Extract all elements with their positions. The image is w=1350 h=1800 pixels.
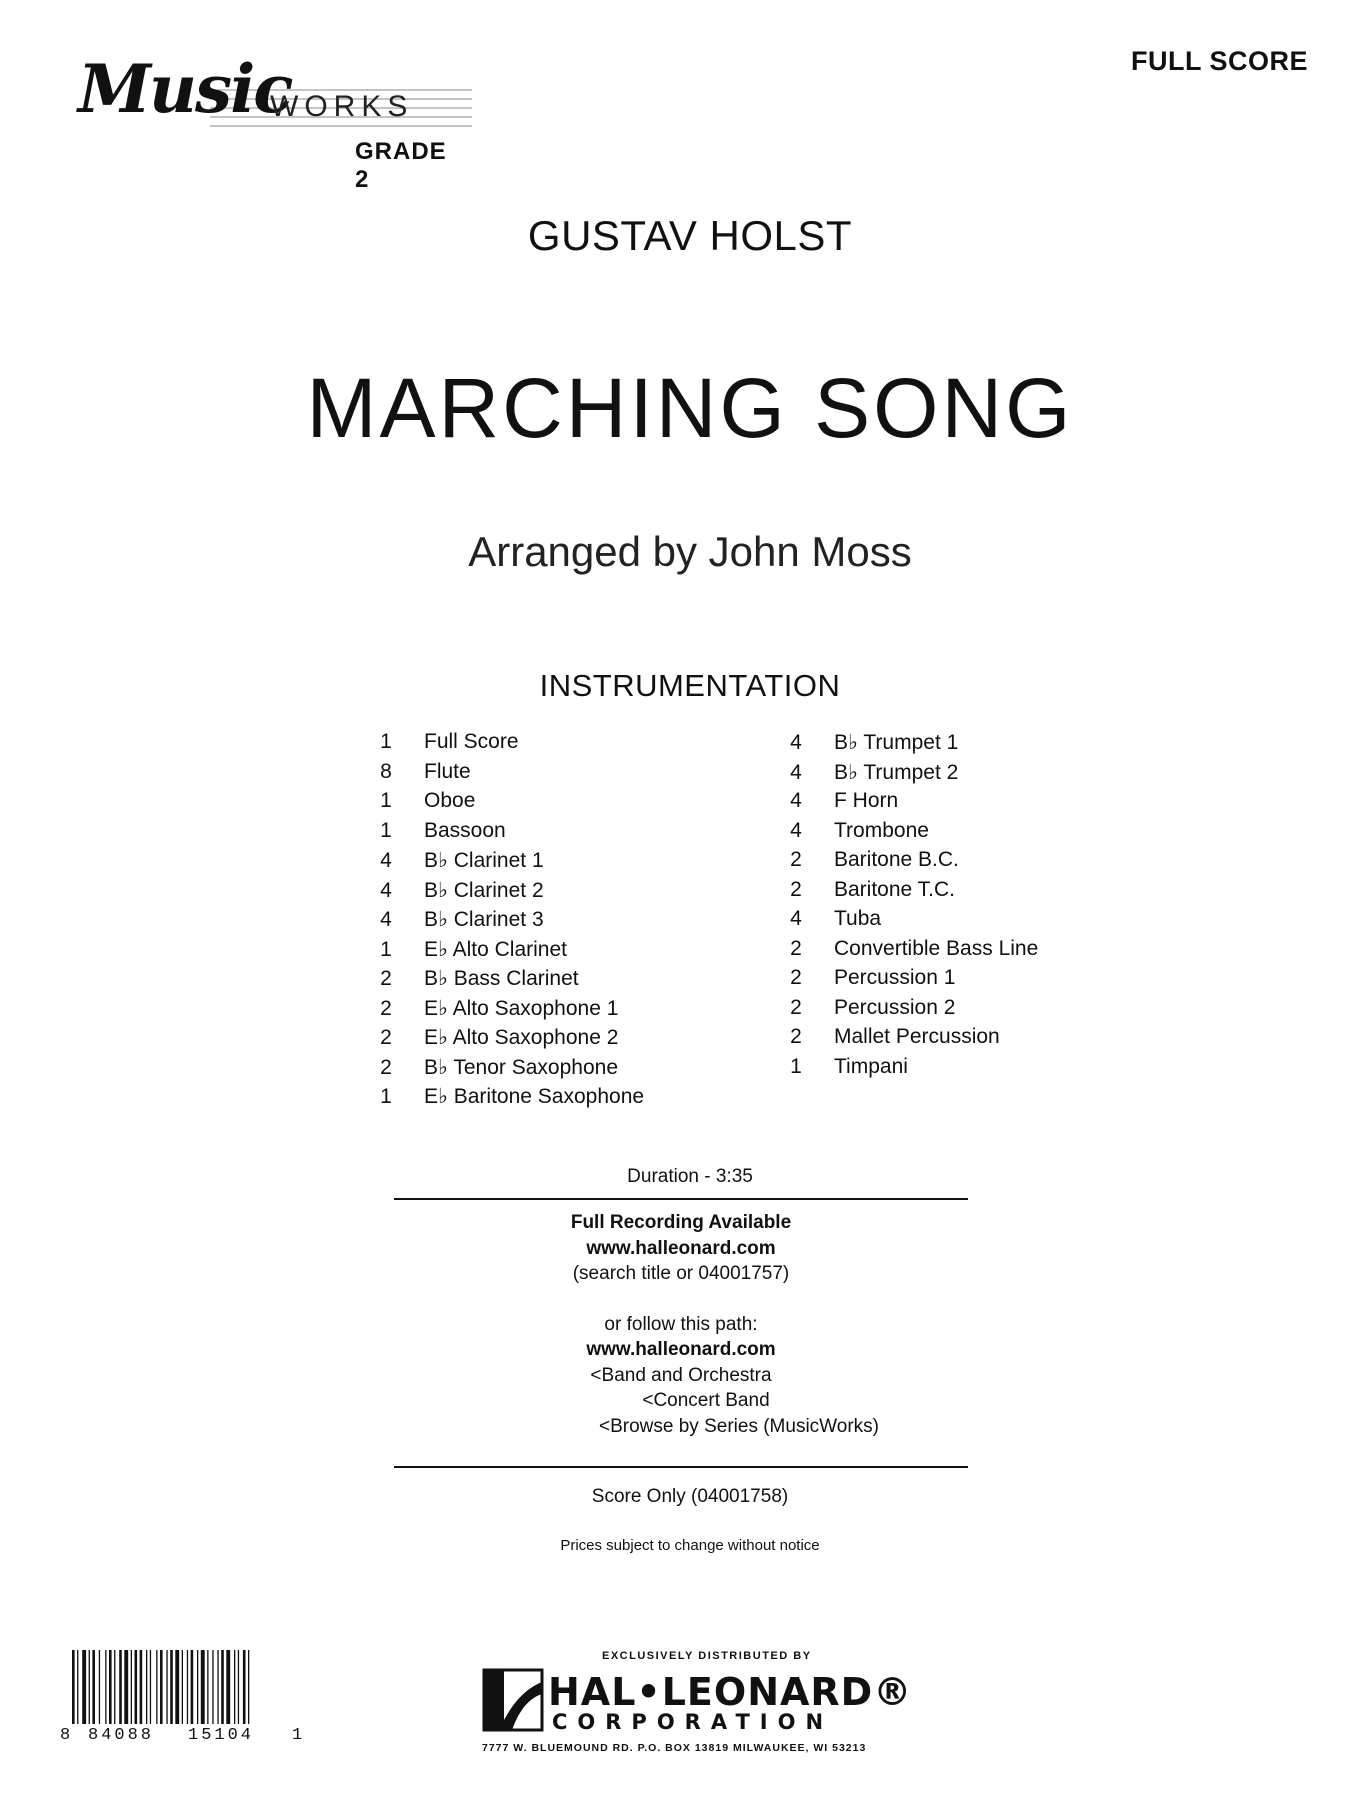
barcode-group-1: 84088 <box>88 1726 155 1745</box>
prices-notice: Prices subject to change without notice <box>560 1537 820 1554</box>
path-step-3: <Browse by Series (MusicWorks) <box>599 1415 879 1437</box>
instrument-right-row <box>770 730 1038 760</box>
full-score-label: FULL SCORE <box>1130 46 1308 76</box>
instrument-quantity: 2 <box>380 996 392 1020</box>
instrument-quantity: 4 <box>380 878 392 902</box>
instrument-quantity: 4 <box>380 908 392 931</box>
instrument-name: Tuba <box>834 907 882 930</box>
instrument-quantity: 4 <box>790 907 802 930</box>
instrument-quantity: 8 <box>380 759 392 783</box>
hal-leonard-name: HAL•LEONARD® <box>548 1670 913 1714</box>
instrument-right-row <box>770 848 1038 878</box>
instrument-quantity: 1 <box>790 1054 802 1078</box>
search-hint: (search title or 04001757) <box>572 1263 790 1284</box>
instrument-name: E♭ Baritone Saxophone <box>424 1085 645 1108</box>
instrument-name: Baritone B.C. <box>834 848 959 871</box>
instrument-name: B♭ Clarinet 1 <box>424 849 544 872</box>
instrument-quantity: 2 <box>790 1025 802 1048</box>
instrument-name: Oboe <box>424 789 476 812</box>
recording-info <box>394 1210 968 1439</box>
barcode-last: 1 <box>292 1726 303 1745</box>
instrument-left-row <box>360 789 644 819</box>
barcode-first: 8 <box>60 1726 71 1745</box>
divider-bottom <box>394 1466 968 1468</box>
instrument-left-row <box>360 1055 644 1085</box>
instrument-quantity: 1 <box>380 1085 392 1108</box>
instrument-name: Percussion 2 <box>834 995 956 1019</box>
distributed-by-label: EXCLUSIVELY DISTRIBUTED BY <box>602 1650 812 1662</box>
instrument-quantity: 2 <box>790 877 802 901</box>
instrument-right-row <box>770 937 1038 967</box>
instrument-quantity: 2 <box>380 1026 392 1049</box>
instrument-quantity: 2 <box>380 967 392 990</box>
instrument-right-row <box>770 878 1038 908</box>
path-intro: or follow this path: <box>604 1313 758 1335</box>
instrument-right-row <box>770 819 1038 849</box>
instrument-name: B♭ Clarinet 3 <box>424 908 544 931</box>
instrument-right-row <box>770 789 1038 819</box>
instrument-left-row <box>360 1025 644 1055</box>
instrumentation-list-left <box>360 730 644 1114</box>
instrument-left-row <box>360 966 644 996</box>
website-link[interactable]: www.halleonard.com <box>586 1237 776 1259</box>
instrument-quantity: 1 <box>380 789 392 812</box>
score-only-text: Score Only (04001758) <box>591 1486 789 1507</box>
instrument-name: E♭ Alto Clarinet <box>424 937 567 961</box>
distributor-address: 7777 W. BLUEMOUND RD. P.O. BOX 13819 MILWAUKEE, WI 53213 <box>482 1742 867 1754</box>
instrument-name: B♭ Tenor Saxophone <box>424 1055 618 1079</box>
instrument-quantity: 2 <box>380 1055 392 1079</box>
instrument-quantity: 1 <box>380 730 392 753</box>
divider-top <box>394 1198 968 1200</box>
barcode-group-2: 15104 <box>188 1726 255 1745</box>
instrument-right-row <box>770 1025 1038 1055</box>
logo-works-text: WORKS <box>270 90 414 123</box>
grade-label: GRADE 2 <box>355 138 447 193</box>
instrument-right-row <box>770 1055 1038 1085</box>
instrument-left-row <box>360 996 644 1026</box>
instrument-left-row <box>360 907 644 937</box>
instrument-quantity: 2 <box>790 848 802 871</box>
instrument-name: Trombone <box>834 818 929 842</box>
instrument-name: F Horn <box>834 789 899 812</box>
instrument-name: B♭ Clarinet 2 <box>424 878 544 902</box>
instrument-name: Mallet Percussion <box>834 1025 1000 1048</box>
barcode <box>60 1650 305 1750</box>
instrument-quantity: 2 <box>790 995 802 1019</box>
instrument-quantity: 1 <box>380 937 392 961</box>
arranger-credit: Arranged by John Moss <box>468 528 912 575</box>
instrument-quantity: 4 <box>790 789 802 812</box>
instrument-left-row <box>360 730 644 760</box>
instrument-name: Bassoon <box>424 818 506 842</box>
instrument-right-row <box>770 907 1038 937</box>
logo-script-text: Music <box>78 50 292 128</box>
path-step-1: <Band and Orchestra <box>590 1364 772 1386</box>
instrument-name: B♭ Trumpet 2 <box>834 760 959 784</box>
instrument-name: Baritone T.C. <box>834 877 956 901</box>
instrument-right-row <box>770 996 1038 1026</box>
instrument-quantity: 4 <box>790 760 802 784</box>
instrument-right-row <box>770 966 1038 996</box>
instrument-right-row <box>770 760 1038 790</box>
barcode-bars-icon <box>60 1650 305 1728</box>
instrument-left-row <box>360 848 644 878</box>
duration-text: Duration - 3:35 <box>627 1166 753 1187</box>
instrument-quantity: 2 <box>790 936 802 960</box>
instrumentation-heading: INSTRUMENTATION <box>539 668 841 703</box>
instrument-name: Full Score <box>424 730 519 753</box>
instrument-name: Convertible Bass Line <box>834 936 1039 960</box>
instrument-quantity: 4 <box>790 731 802 754</box>
corporation-label: CORPORATION <box>552 1710 834 1734</box>
instrument-quantity: 2 <box>790 966 802 989</box>
instrument-left-row <box>360 760 644 790</box>
path-step-2: <Concert Band <box>642 1390 770 1411</box>
instrument-name: E♭ Alto Saxophone 2 <box>424 1026 619 1049</box>
instrument-quantity: 4 <box>790 818 802 842</box>
instrument-left-row <box>360 1084 644 1114</box>
instrument-quantity: 1 <box>380 818 392 842</box>
instrument-name: B♭ Bass Clarinet <box>424 967 579 990</box>
website-link-2[interactable]: www.halleonard.com <box>586 1339 776 1360</box>
hal-leonard-logo <box>482 1650 913 1760</box>
piece-title: MARCHING SONG <box>306 361 1074 455</box>
instrument-name: Flute <box>424 759 471 783</box>
hal-leonard-emblem-icon <box>482 1668 544 1732</box>
instrument-quantity: 4 <box>380 849 392 872</box>
instrumentation-list-right <box>770 730 1038 1084</box>
recording-available: Full Recording Available <box>570 1212 792 1233</box>
instrument-left-row <box>360 878 644 908</box>
instrument-left-row <box>360 937 644 967</box>
musicworks-logo <box>60 40 447 193</box>
instrument-name: B♭ Trumpet 1 <box>834 731 959 754</box>
instrument-name: Percussion 1 <box>834 966 956 989</box>
instrument-name: E♭ Alto Saxophone 1 <box>424 996 619 1020</box>
composer-name: GUSTAV HOLST <box>527 212 853 259</box>
instrument-name: Timpani <box>834 1054 908 1078</box>
instrument-left-row <box>360 819 644 849</box>
